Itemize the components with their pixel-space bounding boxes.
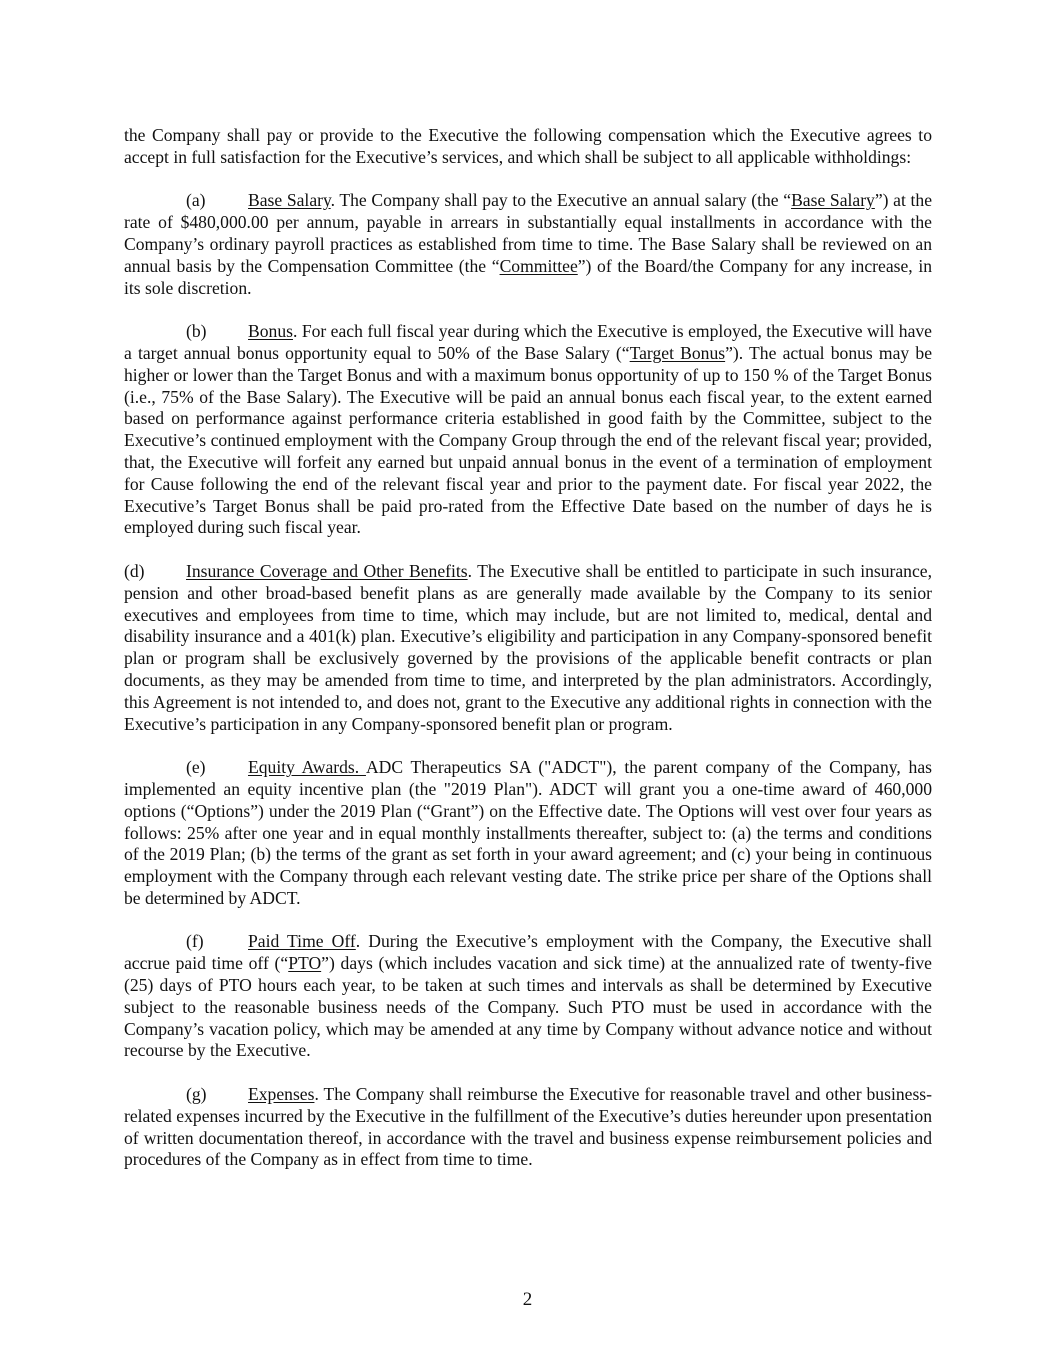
section-a-text-1: . The Company shall pay to the Executive an annual salary (the “ [330,190,792,211]
section-b-text-1: . For each full fiscal year during which the Executive is employed, the Executive will have a target annual bonus opportunity equal to 50% of the Base Salary (“ [124,321,932,363]
section-d-text-1: . The Executive shall be entitled to participate in such insurance, pension and other broad-based benefit plans as are generally made available by the Company to its senior executives and employees from time to time, which may include, but are not limited to, medical, dental and disability insurance and a 401(k) plan. Executive’s eligibility and participation in any Company-sponsored benefit plan or program shall be exclusively governed by the provisions of the applicable benefit contracts or plan documents, as they may be amended from time to time, and interpreted by the plan administrators. Accordingly, this Agreement is not intended to, and does not, grant to the Executive any additional rights in connection with the Executive’s participation in any Company-sponsored benefit plan or program. [124,560,932,734]
intro-text: the Company shall pay or provide to the Executive the following compensation which the Executive agrees to accept in full satisfaction for the Executive’s services, and which shall be subject to all applicable withholdings: [124,125,932,167]
section-d-heading: Insurance Coverage and Other Benefits [186,560,468,581]
section-d-insurance-benefits [124,561,932,735]
document-page [124,125,932,1193]
section-e-marker: (e) [186,757,206,778]
section-b-text-2: ”). The actual bonus may be higher or lower than the Target Bonus and with a maximum bonus opportunity of up to 150 % of the Target Bonus (i.e., 75% of the Base Salary). The Executive will be paid an annual bonus each fiscal year, to the extent earned based on performance against performance criteria established in good faith by the Committee, subject to the Executive’s continued employment with the Company Group through the end of the relevant fiscal year; provided, that, the Executive will forfeit any earned but unpaid annual bonus in the event of a termination of employment for Cause following the end of the relevant fiscal year and prior to the payment date. For fiscal year 2022, the Executive’s Target Bonus shall be paid pro-rated from the Effective Date based on the number of days he is employed during such fiscal year. [124,342,933,538]
section-f-paid-time-off [124,931,932,1062]
section-a-marker: (a) [186,190,206,211]
section-e-equity-awards [124,757,932,910]
section-g-text-1: . The Company shall reimburse the Executive for reasonable travel and other business-related expenses incurred by the Executive in the fulfillment of the Executive’s duties hereunder upon presentation of written documentation thereof, in accordance with the travel and business expense reimbursement policies and procedures of the Company as in effect from time to time. [124,1084,932,1170]
section-b-bonus [124,321,932,539]
section-a-text-3: ”) of the Board/the Company for any increase, in its sole discretion. [124,255,933,298]
section-e-heading: Equity Awards. [248,757,366,778]
section-a-defined-term-committee: Committee [499,255,578,276]
section-f-marker: (f) [186,931,204,952]
section-a-heading: Base Salary [248,190,331,211]
section-g-expenses [124,1084,932,1171]
section-b-heading: Bonus [248,321,293,342]
intro-paragraph [124,125,932,169]
section-f-defined-term-pto: PTO [288,953,322,974]
section-a-base-salary [124,190,932,299]
section-f-text-2: ”) days (which includes vacation and sick time) at the annualized rate of twenty-five (25) days of PTO hours each year, to be taken at such times and intervals as shall be determined by Executive subject to the reasonable business needs of the Company. Such PTO must be used in accordance with the Company’s vacation policy, which may be amended at any time by Company without advance notice and without recourse by the Executive. [124,953,932,1061]
section-g-marker: (g) [186,1084,207,1105]
section-a-defined-term-base-salary: Base Salary [791,190,875,211]
section-b-marker: (b) [186,321,207,342]
section-f-heading: Paid Time Off [248,931,356,952]
section-a-text-2: ”) at the rate of $480,000.00 per annum, payable in arrears in substantially equal installments in accordance with the Company’s ordinary payroll practices as established from time to time. The Base Salary shall be reviewed on an annual basis by the Compensation Committee (the “ [124,190,933,276]
section-f-text-1: . During the Executive’s employment with the Company, the Executive shall accrue paid time off (“ [124,931,933,974]
section-d-marker: (d) [124,560,145,581]
section-b-defined-term-target-bonus: Target Bonus [629,342,726,363]
section-e-text-1: ADC Therapeutics SA ("ADCT"), the parent company of the Company, has implemented an equity incentive plan (the "2019 Plan"). ADCT will grant you a one-time award of 460,000 options (“Options”) under the 2019 Plan (“Grant”) on the Effective date. The Options will vest over four years as follows: 25% after one year and in equal monthly installments thereafter, subject to: (a) the terms and conditions of the 2019 Plan; (b) the terms of the grant as set forth in your award agreement; and (c) your being in continuous employment with the Company through each relevant vesting date. The strike price per share of the Options shall be determined by ADCT. [124,757,932,908]
section-g-heading: Expenses [248,1084,315,1105]
page-number: 2 [522,1289,533,1310]
